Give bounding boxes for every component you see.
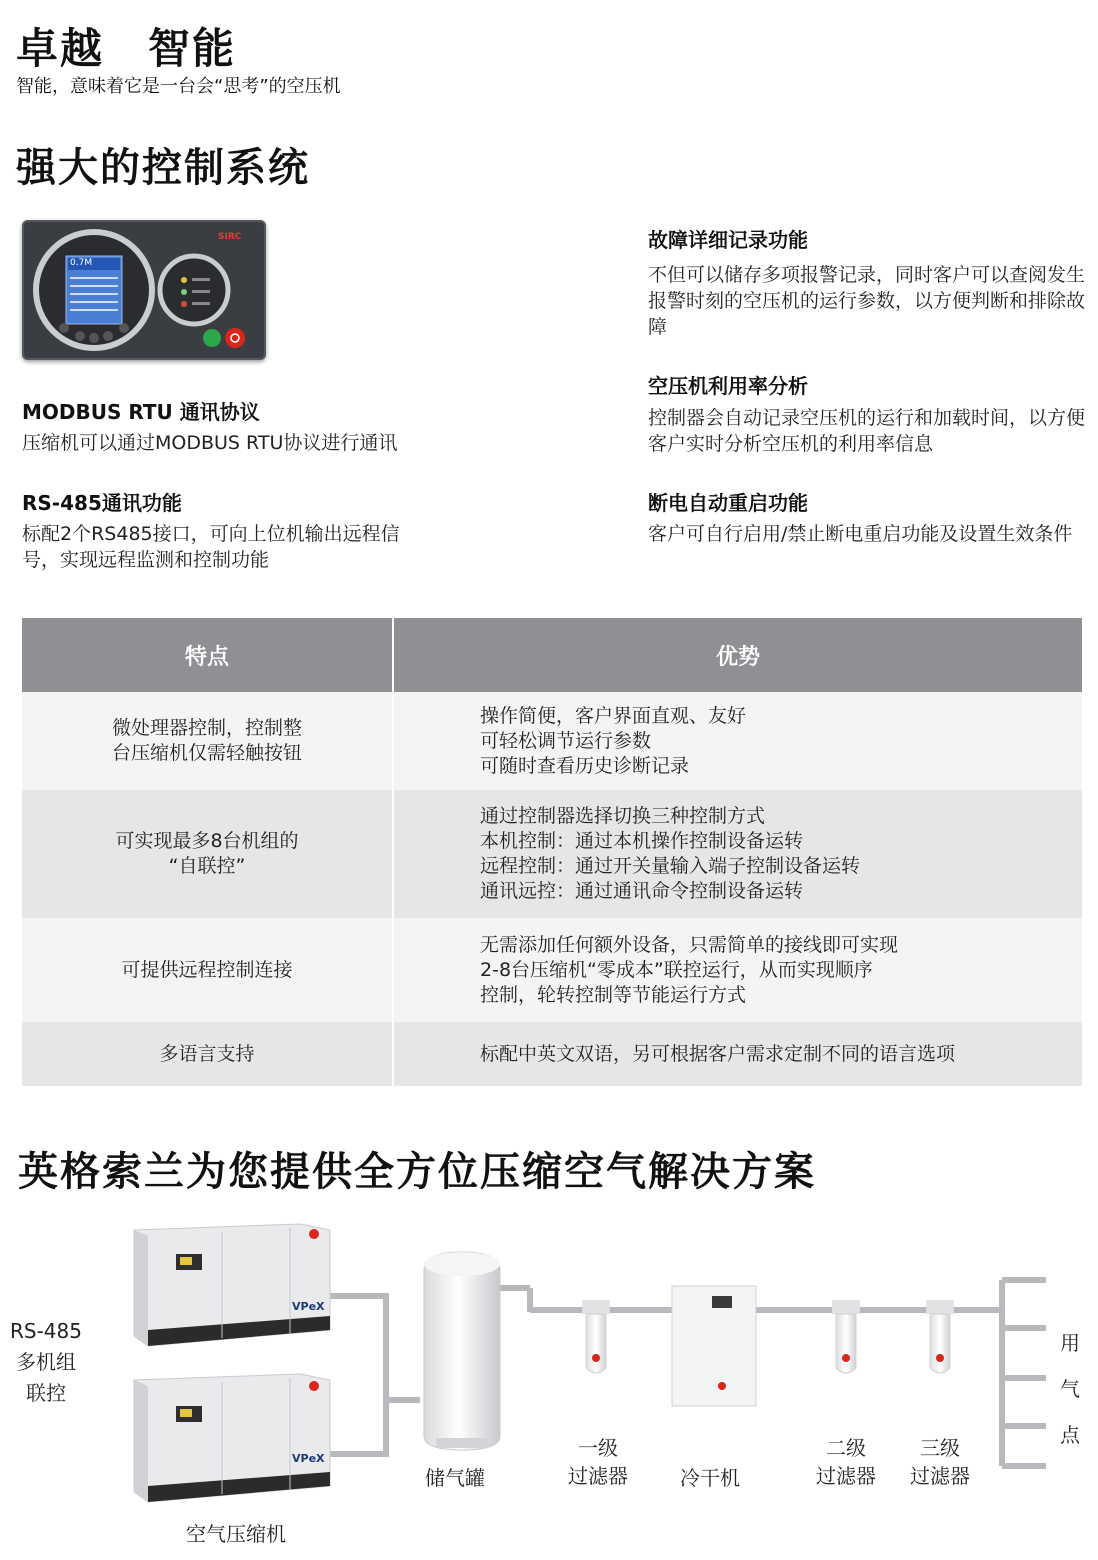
- panel-brand-logo: SIRC: [218, 232, 242, 242]
- label-line: 二级: [826, 1436, 866, 1460]
- panel-screen-readout: 0.7M: [70, 258, 93, 268]
- cell-line: 本机控制：通过本机操作控制设备运转: [480, 830, 804, 852]
- filter-3-graphic: [926, 1300, 954, 1373]
- feature-body-rs485: 标配2个RS485接口，可向上位机输出远程信号，实现远程监测和控制功能: [22, 523, 400, 571]
- cell-line: 通过控制器选择切换三种控制方式: [480, 805, 766, 827]
- controller-panel-image: [22, 220, 266, 360]
- filter-1-label: [560, 1434, 636, 1490]
- cell-line: 标配中英文双语，另可根据客户需求定制不同的语言选项: [480, 1042, 956, 1065]
- label-line: 一级: [578, 1436, 618, 1460]
- dryer-graphic: [672, 1286, 756, 1406]
- feature-body-auto-restart: 客户可自行启用/禁止断电重启功能及设置生效条件: [648, 523, 1073, 545]
- feature-body-utilization: 控制器会自动记录空压机的运行和加载时间，以方便客户实时分析空压机的利用率信息: [648, 407, 1086, 455]
- feature-title-auto-restart: 断电自动重启功能: [648, 491, 808, 515]
- system-diagram: [0, 1200, 1098, 1560]
- filter-3-label: [902, 1434, 978, 1490]
- hero-title: 卓越 智能: [16, 24, 237, 73]
- table-cell-advantage: [393, 1022, 1082, 1086]
- table-row: [22, 918, 1082, 1022]
- feature-title-modbus: MODBUS RTU 通讯协议: [22, 400, 260, 424]
- filter-2-label: [808, 1434, 884, 1490]
- tank-label: 储气罐: [425, 1466, 485, 1490]
- cell-line: 2-8台压缩机“零成本”联控运行，从而实现顺序: [480, 958, 873, 981]
- feature-body-fault-log: 不但可以储存多项报警记录，同时客户可以查阅发生报警时刻的空压机的运行参数，以方便判断和排除故障: [648, 264, 1086, 338]
- table-cell-advantage: [393, 918, 1082, 1022]
- label-line: RS-485: [10, 1319, 82, 1343]
- feature-body-modbus: 压缩机可以通过MODBUS RTU协议进行通讯: [22, 432, 398, 454]
- use-point-label: [1056, 1320, 1084, 1458]
- filter-2-graphic: [832, 1300, 860, 1373]
- compressor-brand-label-bottom: VPeX: [292, 1452, 325, 1465]
- air-tank-graphic: [424, 1252, 500, 1450]
- table-row: [22, 692, 1082, 790]
- cell-line: 通讯远控：通过通讯命令控制设备运转: [480, 880, 804, 902]
- cell-line: 远程控制：通过开关量输入端子控制设备运转: [480, 855, 861, 877]
- cell-line: 可轻松调节运行参数: [480, 729, 652, 752]
- table-cell-advantage: [393, 692, 1082, 790]
- compressor-top-graphic: [134, 1224, 330, 1346]
- hero-subtitle: 智能，意味着它是一台会“思考”的空压机: [16, 76, 341, 97]
- label-line: 用: [1060, 1331, 1080, 1355]
- compressor-brand-label-top: VPeX: [292, 1300, 325, 1313]
- table-row: [22, 1022, 1082, 1086]
- label-line: 过滤器: [568, 1464, 628, 1488]
- compressor-bottom-graphic: [134, 1374, 330, 1502]
- label-line: 气: [1060, 1377, 1080, 1401]
- label-line: 三级: [920, 1436, 960, 1460]
- control-heading: 强大的控制系统: [16, 145, 310, 191]
- cell-line: 无需添加任何额外设备，只需简单的接线即可实现: [480, 933, 899, 956]
- table-header-advantage: 优势: [393, 618, 1082, 692]
- label-line: 点: [1060, 1423, 1080, 1447]
- table-cell-feature: [22, 692, 393, 790]
- feature-title-utilization: 空压机利用率分析: [648, 374, 808, 398]
- label-line: 联控: [26, 1381, 66, 1405]
- solution-heading: 英格索兰为您提供全方位压缩空气解决方案: [18, 1149, 816, 1195]
- cell-line: 可实现最多8台机组的: [115, 830, 299, 852]
- table-cell-feature: [22, 1022, 393, 1086]
- label-line: 过滤器: [910, 1464, 970, 1488]
- cell-line: 多语言支持: [159, 1042, 255, 1065]
- cell-line: 操作简便，客户界面直观、友好: [480, 704, 747, 727]
- cell-line: 台压缩机仅需轻触按钮: [111, 742, 302, 764]
- dryer-label: 冷干机: [680, 1466, 740, 1490]
- table-cell-feature: [22, 790, 393, 918]
- cell-line: 可随时查看历史诊断记录: [480, 754, 690, 777]
- cell-line: 微处理器控制，控制整: [111, 717, 302, 739]
- cell-line: 可提供远程控制连接: [121, 958, 293, 981]
- label-line: 多机组: [16, 1350, 76, 1374]
- features-table: [22, 618, 1082, 1086]
- rs485-linkage-label: [10, 1316, 82, 1409]
- table-cell-advantage: [393, 790, 1082, 918]
- feature-title-fault-log: 故障详细记录功能: [648, 228, 808, 252]
- feature-title-rs485: RS-485通讯功能: [22, 491, 182, 515]
- filter-1-graphic: [582, 1300, 610, 1373]
- table-header-row: [22, 618, 1082, 692]
- cell-line: “自联控”: [168, 855, 246, 877]
- label-line: 过滤器: [816, 1464, 876, 1488]
- table-cell-feature: [22, 918, 393, 1022]
- compressor-label: 空气压缩机: [186, 1522, 286, 1546]
- cell-line: 控制，轮转控制等节能运行方式: [480, 983, 747, 1006]
- table-row: [22, 790, 1082, 918]
- table-header-feature: 特点: [22, 618, 393, 692]
